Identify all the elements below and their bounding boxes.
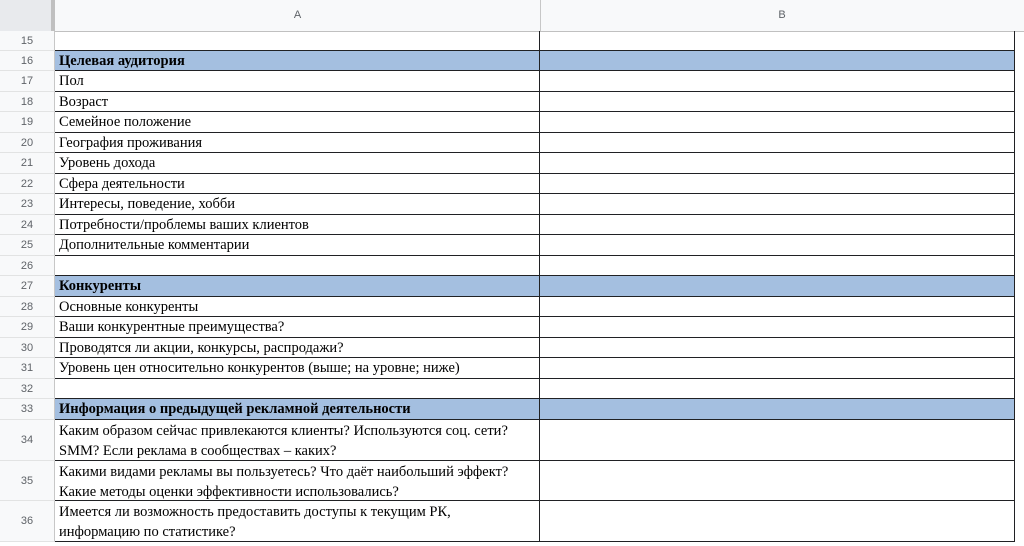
cell-a[interactable]: Уровень дохода xyxy=(55,153,540,174)
row-number[interactable]: 21 xyxy=(0,153,55,174)
cell-b[interactable] xyxy=(540,194,1015,215)
cell-a[interactable]: Проводятся ли акции, конкурсы, распродажи? xyxy=(55,338,540,358)
sheet-row xyxy=(0,174,1024,194)
section-header-row xyxy=(0,276,1024,297)
cell-b[interactable] xyxy=(540,174,1015,194)
row-number[interactable]: 33 xyxy=(0,399,55,420)
cell-b[interactable] xyxy=(540,276,1015,297)
row-number[interactable]: 19 xyxy=(0,112,55,133)
cell-b[interactable] xyxy=(540,501,1015,542)
row-number[interactable]: 20 xyxy=(0,133,55,153)
cell-a[interactable] xyxy=(55,31,540,51)
sheet-row xyxy=(0,235,1024,256)
cell-b[interactable] xyxy=(540,379,1015,399)
sheet-row xyxy=(0,112,1024,133)
row-number[interactable]: 25 xyxy=(0,235,55,256)
cell-a[interactable] xyxy=(55,379,540,399)
sheet-row xyxy=(0,92,1024,112)
section-title-cell[interactable]: Конкуренты xyxy=(55,276,540,297)
cell-b[interactable] xyxy=(540,51,1015,71)
cell-a[interactable]: Сфера деятельности xyxy=(55,174,540,194)
row-number[interactable]: 26 xyxy=(0,256,55,276)
section-header-row xyxy=(0,51,1024,71)
cell-a[interactable]: Какими видами рекламы вы пользуетесь? Что даёт наибольший эффект? Какие методы оценки эффективности использовались? xyxy=(55,461,540,501)
cell-b[interactable] xyxy=(540,112,1015,133)
row-number[interactable]: 24 xyxy=(0,215,55,235)
row-number[interactable]: 16 xyxy=(0,51,55,71)
sheet-row xyxy=(0,317,1024,338)
row-number[interactable]: 18 xyxy=(0,92,55,112)
sheet-row xyxy=(0,420,1024,461)
cell-b[interactable] xyxy=(540,133,1015,153)
sheet-row xyxy=(0,153,1024,174)
row-number[interactable]: 30 xyxy=(0,338,55,358)
select-all-corner[interactable] xyxy=(0,0,55,31)
cell-a[interactable]: Интересы, поведение, хобби xyxy=(55,194,540,215)
row-number[interactable]: 36 xyxy=(0,501,55,542)
row-number[interactable]: 28 xyxy=(0,297,55,317)
row-number[interactable]: 22 xyxy=(0,174,55,194)
cell-a[interactable]: Пол xyxy=(55,71,540,92)
cell-b[interactable] xyxy=(540,153,1015,174)
cell-a[interactable]: Основные конкуренты xyxy=(55,297,540,317)
row-number[interactable]: 15 xyxy=(0,31,55,51)
sheet-row xyxy=(0,256,1024,276)
cell-a[interactable]: Имеется ли возможность предоставить доступы к текущим РК, информацию по статистике? xyxy=(55,501,540,542)
section-title-cell[interactable]: Целевая аудитория xyxy=(55,51,540,71)
cell-b[interactable] xyxy=(540,420,1015,461)
sheet-row xyxy=(0,379,1024,399)
cell-b[interactable] xyxy=(540,297,1015,317)
cell-b[interactable] xyxy=(540,399,1015,420)
sheet-row xyxy=(0,31,1024,51)
cell-b[interactable] xyxy=(540,71,1015,92)
cell-b[interactable] xyxy=(540,338,1015,358)
cell-a[interactable]: Каким образом сейчас привлекаются клиенты? Используются соц. сети? SMM? Если реклама в сообществах – каких? xyxy=(55,420,540,461)
cell-a[interactable]: Уровень цен относительно конкурентов (выше; на уровне; ниже) xyxy=(55,358,540,379)
cell-a[interactable]: Семейное положение xyxy=(55,112,540,133)
column-header-a[interactable]: A xyxy=(55,0,541,31)
cell-a[interactable]: Потребности/проблемы ваших клиентов xyxy=(55,215,540,235)
column-header-bar xyxy=(0,0,1024,32)
sheet-row xyxy=(0,194,1024,215)
row-number[interactable]: 23 xyxy=(0,194,55,215)
cell-b[interactable] xyxy=(540,461,1015,501)
row-number[interactable]: 29 xyxy=(0,317,55,338)
cell-b[interactable] xyxy=(540,256,1015,276)
cell-a[interactable] xyxy=(55,256,540,276)
row-number[interactable]: 35 xyxy=(0,461,55,501)
sheet-row xyxy=(0,358,1024,379)
cell-b[interactable] xyxy=(540,317,1015,338)
cell-a[interactable]: География проживания xyxy=(55,133,540,153)
cell-a[interactable]: Возраст xyxy=(55,92,540,112)
cell-b[interactable] xyxy=(540,31,1015,51)
sheet-row xyxy=(0,71,1024,92)
cell-b[interactable] xyxy=(540,215,1015,235)
cell-b[interactable] xyxy=(540,358,1015,379)
row-number[interactable]: 34 xyxy=(0,420,55,461)
cell-a[interactable]: Дополнительные комментарии xyxy=(55,235,540,256)
cell-b[interactable] xyxy=(540,235,1015,256)
section-header-row xyxy=(0,399,1024,420)
sheet-row xyxy=(0,297,1024,317)
sheet-row xyxy=(0,215,1024,235)
sheet-row xyxy=(0,461,1024,501)
row-number[interactable]: 31 xyxy=(0,358,55,379)
row-number[interactable]: 17 xyxy=(0,71,55,92)
sheet-row xyxy=(0,501,1024,542)
row-number[interactable]: 27 xyxy=(0,276,55,297)
sheet-row xyxy=(0,338,1024,358)
section-title-cell[interactable]: Информация о предыдущей рекламной деятельности xyxy=(55,399,540,420)
sheet-row xyxy=(0,133,1024,153)
row-number[interactable]: 32 xyxy=(0,379,55,399)
cell-b[interactable] xyxy=(540,92,1015,112)
column-header-b[interactable]: B xyxy=(778,9,786,21)
cell-a[interactable]: Ваши конкурентные преимущества? xyxy=(55,317,540,338)
